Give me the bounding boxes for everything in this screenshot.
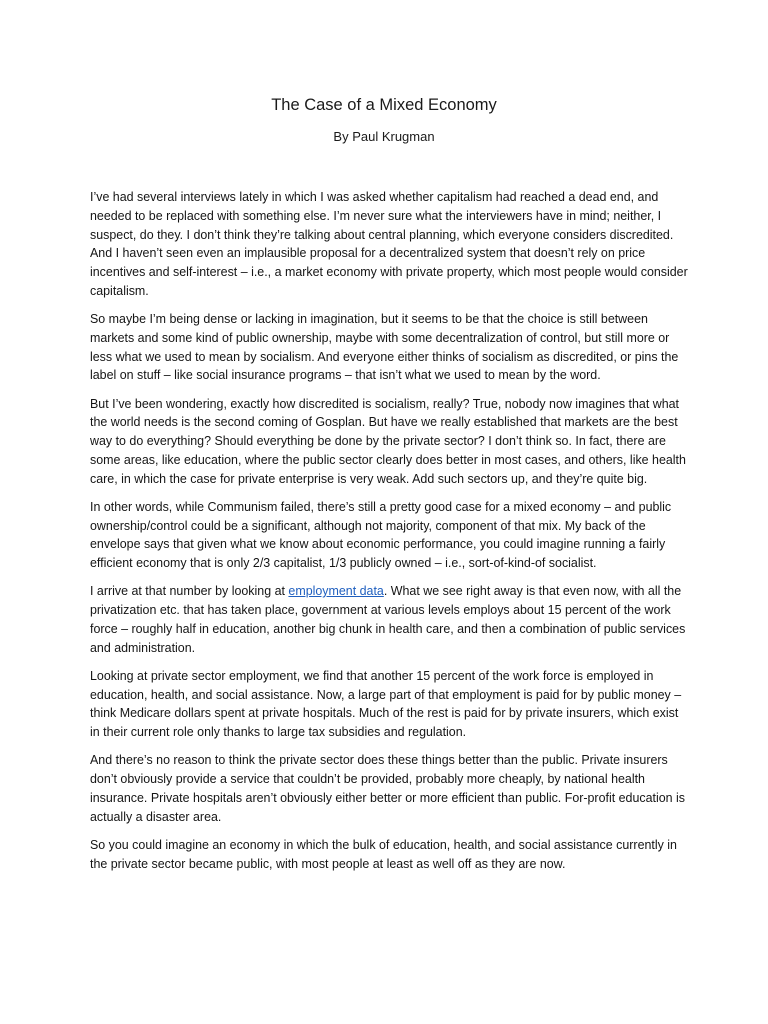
document-title: The Case of a Mixed Economy (271, 96, 497, 114)
paragraph-6: Looking at private sector employment, we find that another 15 percent of the work force is employed in education, health, and social assistance. Now, a large part of that employment is paid for by public money – think Medicare dollars spent at private hospitals. Much of the rest is paid for by private insurers, which exist in their current role only thanks to large tax subsidies and regulation. (90, 668, 682, 739)
employment-data-link[interactable]: employment data (288, 584, 384, 599)
paragraph-8: So you could imagine an economy in which the bulk of education, health, and social assistance currently in the private sector became public, with most people at least as well off as they are now. (90, 837, 677, 871)
paragraph-1: I’ve had several interviews lately in which I was asked whether capitalism had reached a dead end, and needed to be replaced with something else. I’m never sure what the interviewers have in mind; neither, I suspect, do they. I don’t think they’re talking about central planning, which everyone considers discredited. And I haven’t seen even an implausible proposal for a decentralized system that doesn’t rely on price incentives and self-interest – i.e., a market economy with private property, which most people would consider capitalism. (90, 190, 688, 298)
paragraph-7: And there’s no reason to think the private sector does these things better than the public. Private insurers don’t obviously provide a service that couldn’t be provided, probably more cheaply, by national health insurance. Private hospitals aren’t obviously either better or more efficient than public. For-profit education is actually a disaster area. (90, 753, 686, 824)
document-byline: By Paul Krugman (333, 129, 435, 144)
paragraph-2: So maybe I’m being dense or lacking in imagination, but it seems to be that the choice is still between markets and some kind of public ownership, maybe with some decentralization of control, but still more or less what we used to mean by socialism. And everyone either thinks of socialism as discredited, or pins the label on stuff – like social insurance programs – that isn’t what we used to mean by the word. (90, 312, 679, 383)
paragraph-5-rest: . What we see right away is that even now, with all the privatization etc. that has taken place, government at various levels employs about 15 percent of the work force – roughly half in education, another big chunk in health care, and then a combination of public services and administration. (90, 584, 686, 655)
paragraph-4: In other words, while Communism failed, there’s still a pretty good case for a mixed economy – and public ownership/control could be a significant, although not majority, component of that mix. My back of the envelope says that given what we know about economic performance, you could imagine running a fairly efficient economy that is only 2/3 capitalist, 1/3 publicly owned – i.e., sort-of-kind-of socialist. (90, 499, 672, 570)
paragraph-3: But I’ve been wondering, exactly how discredited is socialism, really? True, nobody now imagines that what the world needs is the second coming of Gosplan. But have we really established that markets are the best way to do everything? Should everything be done by the private sector? I don’t think so. In fact, there are some areas, like education, where the public sector clearly does better in most cases, and others, like health care, in which the case for private enterprise is very weak. Add such sectors up, and they’re quite big. (90, 396, 686, 486)
paragraph-5 (90, 582, 690, 657)
paragraph-5-lead: I arrive at that number by looking at (90, 584, 289, 599)
document-body (90, 188, 690, 883)
